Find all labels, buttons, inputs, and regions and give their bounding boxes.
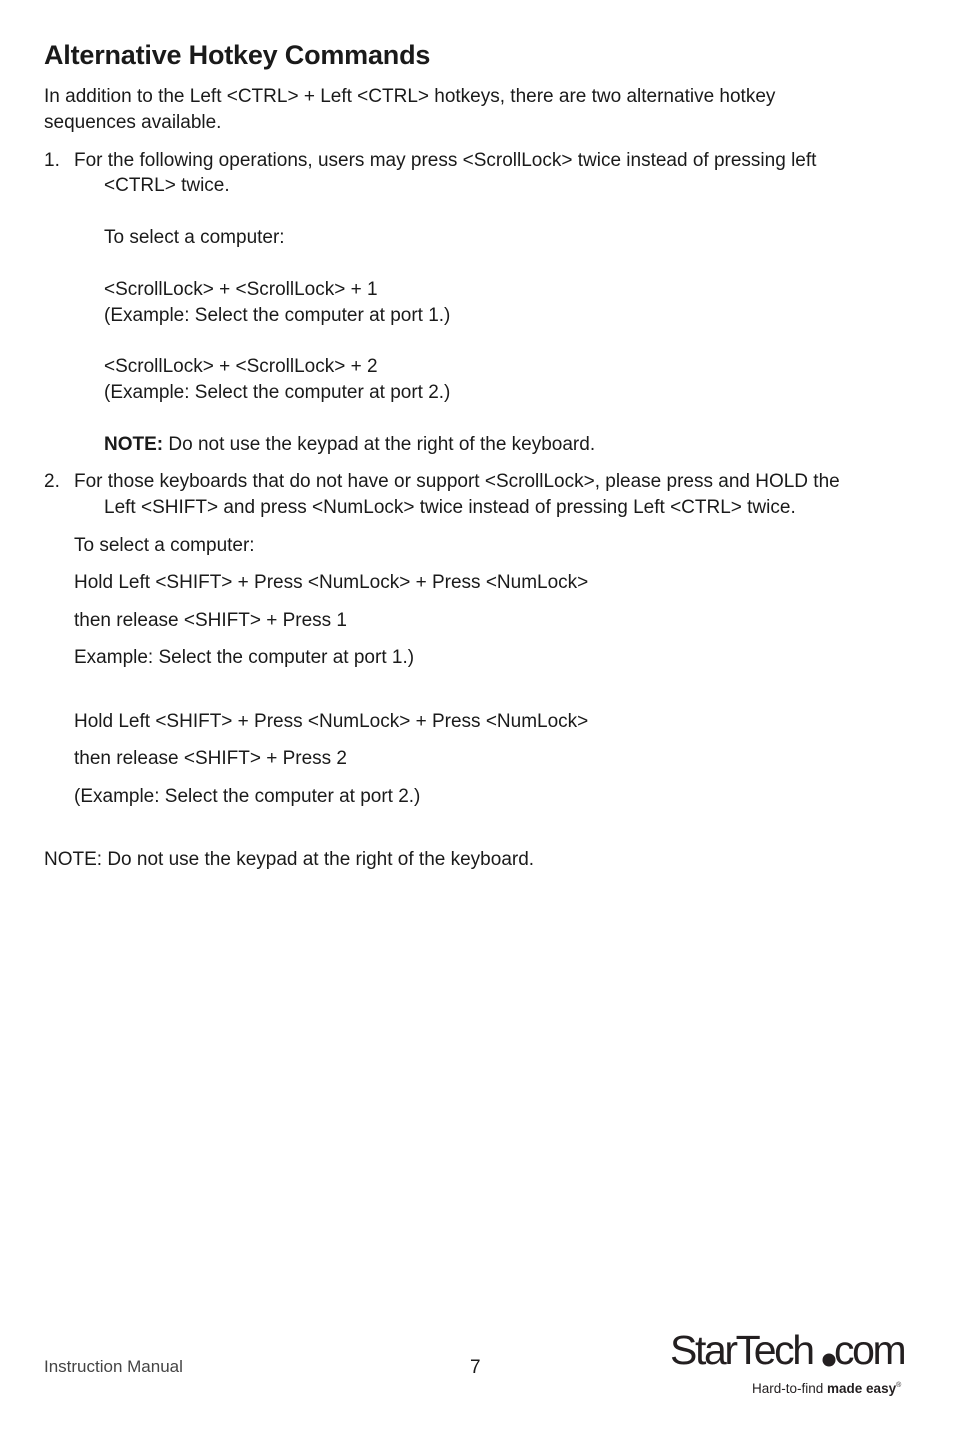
- item2-release-1: then release <SHIFT> + Press 1: [74, 610, 347, 631]
- list-number-1: 1.: [44, 150, 60, 171]
- item2-example-1: Example: Select the computer at port 1.): [74, 647, 415, 668]
- item2-select-label: To select a computer:: [74, 535, 255, 556]
- item1-select-label: To select a computer:: [104, 227, 285, 248]
- intro-line-2: sequences available.: [44, 112, 222, 133]
- logo-tagline-bold: made easy: [827, 1381, 897, 1396]
- logo-tagline-light: Hard-to-find: [752, 1381, 828, 1396]
- item2-hold-2: Hold Left <SHIFT> + Press <NumLock> + Press <NumLock>: [74, 711, 589, 732]
- item1-sequence-2-example: (Example: Select the computer at port 2.): [104, 382, 451, 403]
- item2-line-2: Left <SHIFT> and press <NumLock> twice instead of pressing Left <CTRL> twice.: [104, 497, 796, 518]
- list-number-2: 2.: [44, 471, 60, 492]
- item2-release-2: then release <SHIFT> + Press 2: [74, 748, 347, 769]
- final-note: NOTE: Do not use the keypad at the right of the keyboard.: [44, 849, 535, 870]
- intro-line-1: In addition to the Left <CTRL> + Left <CTRL> hotkeys, there are two alternative hotkey: [44, 86, 776, 107]
- logo-reg-mark: ®: [896, 1382, 902, 1389]
- svg-text:com: com: [834, 1327, 905, 1373]
- item1-sequence-1-example: (Example: Select the computer at port 1.): [104, 305, 451, 326]
- item1-sequence-1: <ScrollLock> + <ScrollLock> + 1: [104, 279, 378, 300]
- item1-sequence-2: <ScrollLock> + <ScrollLock> + 2: [104, 356, 378, 377]
- item1-line-1: For the following operations, users may press <ScrollLock> twice instead of pressing left: [74, 150, 817, 171]
- item1-line-2: <CTRL> twice.: [104, 175, 230, 196]
- item2-hold-1: Hold Left <SHIFT> + Press <NumLock> + Press <NumLock>: [74, 572, 589, 593]
- page-number: 7: [470, 1357, 481, 1378]
- page-title: Alternative Hotkey Commands: [44, 40, 431, 70]
- footer-label: Instruction Manual: [44, 1357, 183, 1376]
- svg-text:Hard-to-find made easy®: [752, 1381, 902, 1396]
- item2-line-1: For those keyboards that do not have or support <ScrollLock>, please press and HOLD the: [74, 471, 840, 492]
- item2-example-2: (Example: Select the computer at port 2.): [74, 786, 421, 807]
- startech-logo: [668, 1326, 920, 1400]
- svg-text:StarTech: StarTech: [670, 1327, 813, 1373]
- item1-note: [104, 432, 595, 458]
- item1-note-label: NOTE:: [104, 434, 164, 455]
- item1-note-text: Do not use the keypad at the right of the keyboard.: [163, 434, 596, 455]
